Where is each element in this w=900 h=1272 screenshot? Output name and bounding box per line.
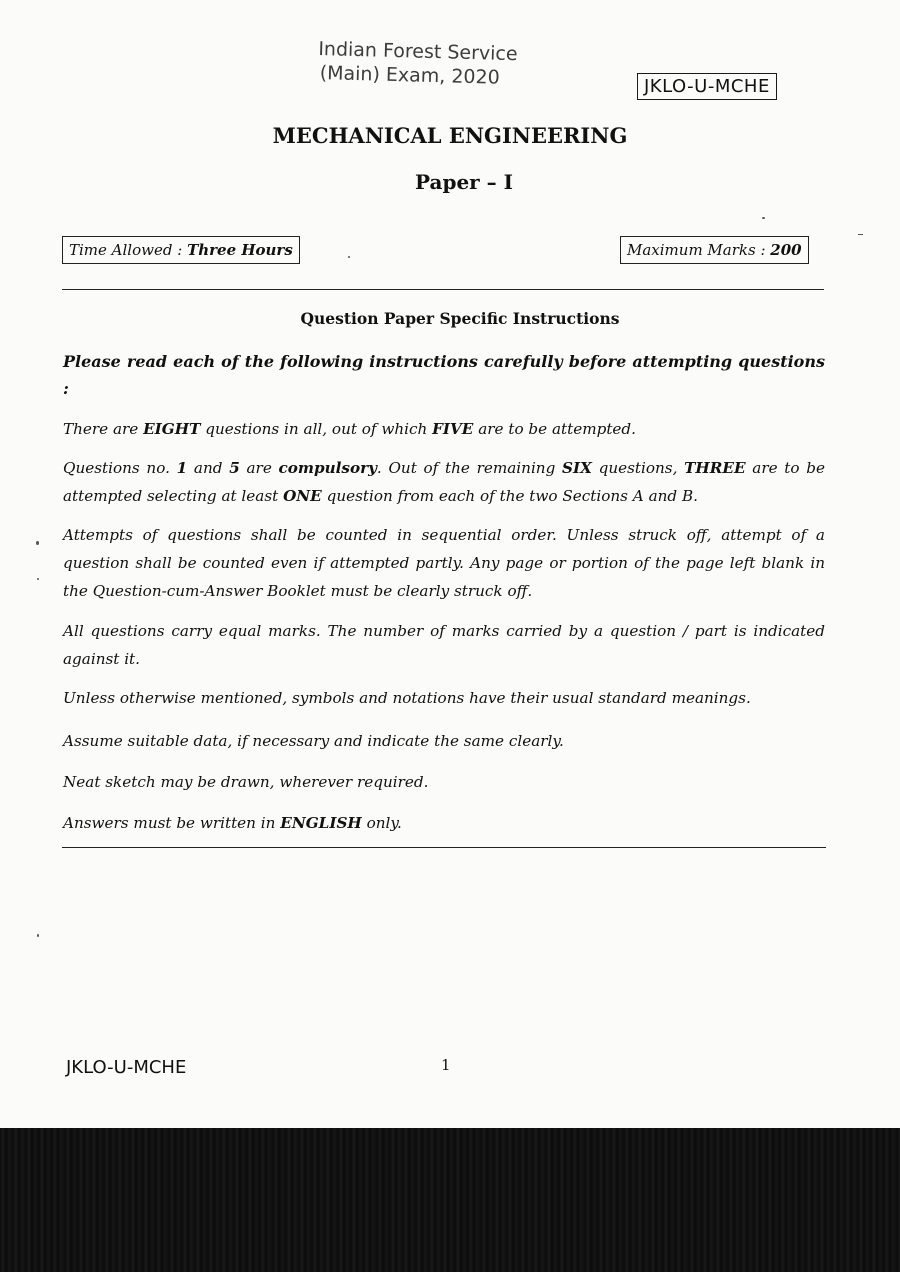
instruction-3: Attempts of questions shall be counted in sequential order. Unless struck off, attempt of a question shall be counted even if attempted partly. Any page or portion of the page left blank in the Question-cum-Answer Booklet must be clearly struck off. — [63, 526, 825, 600]
instruction-7: Neat sketch may be drawn, wherever required. — [63, 773, 429, 791]
scan-speck — [762, 217, 765, 219]
scan-speck — [858, 234, 863, 235]
scan-speck — [36, 541, 39, 545]
maximum-marks-label: Maximum Marks : — [627, 241, 766, 259]
stamp-line-1: Indian Forest Service — [318, 37, 518, 66]
instruction-2-emph: compulsory — [278, 459, 377, 477]
instruction-1 — [63, 415, 825, 443]
footer-paper-code: JKLO-U-MCHE — [66, 1057, 187, 1078]
scan-speck — [37, 934, 39, 937]
maximum-marks-value: 200 — [770, 241, 802, 259]
instruction-2-emph: THREE — [684, 459, 746, 477]
instruction-2-emph: ONE — [283, 487, 322, 505]
scan-speck — [348, 256, 350, 258]
exam-stamp — [317, 37, 548, 91]
instructions-lead: Please read each of the following instructions carefully before attempting questions : — [63, 352, 825, 398]
instruction-2 — [63, 454, 825, 510]
instruction-2-emph: SIX — [562, 459, 592, 477]
subject-title: MECHANICAL ENGINEERING — [272, 123, 628, 148]
paper-title: Paper – I — [415, 170, 513, 194]
instruction-1-text: questions in all, out of which — [200, 420, 433, 438]
instructions-heading: Question Paper Specific Instructions — [300, 309, 620, 328]
page-number: 1 — [441, 1056, 451, 1074]
maximum-marks-box — [620, 236, 809, 264]
scan-speck — [37, 578, 39, 580]
instruction-6: Assume suitable data, if necessary and indicate the same clearly. — [63, 732, 564, 750]
paper-code-box: JKLO-U-MCHE — [637, 73, 777, 100]
instruction-2-text: question from each of the two Sections A and B. — [321, 487, 698, 505]
instruction-8-text: only. — [361, 814, 402, 832]
instruction-8-text: Answers must be written in — [63, 814, 281, 832]
instruction-2-text: . Out of the remaining — [376, 459, 563, 477]
instruction-2-text: are — [239, 459, 279, 477]
time-allowed-value: Three Hours — [187, 241, 293, 259]
instruction-2-text: are to be attempted selecting at least — [63, 459, 825, 505]
instruction-1-emph: EIGHT — [143, 420, 201, 438]
instruction-8-emph: ENGLISH — [280, 814, 362, 832]
instruction-2-text: questions, — [591, 459, 685, 477]
instruction-4: All questions carry equal marks. The number of marks carried by a question / part is indicated against it. — [63, 622, 825, 668]
divider-bottom — [62, 847, 826, 848]
instruction-1-text: are to be attempted. — [473, 420, 636, 438]
instruction-2-text: and — [187, 459, 230, 477]
time-allowed-label: Time Allowed : — [69, 241, 183, 259]
instruction-2-text: Questions no. — [63, 459, 177, 477]
scanner-edge — [0, 1128, 900, 1272]
instruction-2-emph: 1 — [176, 459, 188, 477]
divider-top — [62, 289, 824, 290]
instruction-1-text: There are — [63, 420, 144, 438]
instruction-5: Unless otherwise mentioned, symbols and notations have their usual standard meanings. — [63, 689, 751, 707]
instruction-1-emph: FIVE — [432, 420, 474, 438]
time-allowed-box — [62, 236, 300, 264]
instruction-8 — [63, 809, 825, 837]
stamp-line-2: (Main) Exam, 2020 — [319, 62, 501, 89]
instruction-2-emph: 5 — [229, 459, 240, 477]
